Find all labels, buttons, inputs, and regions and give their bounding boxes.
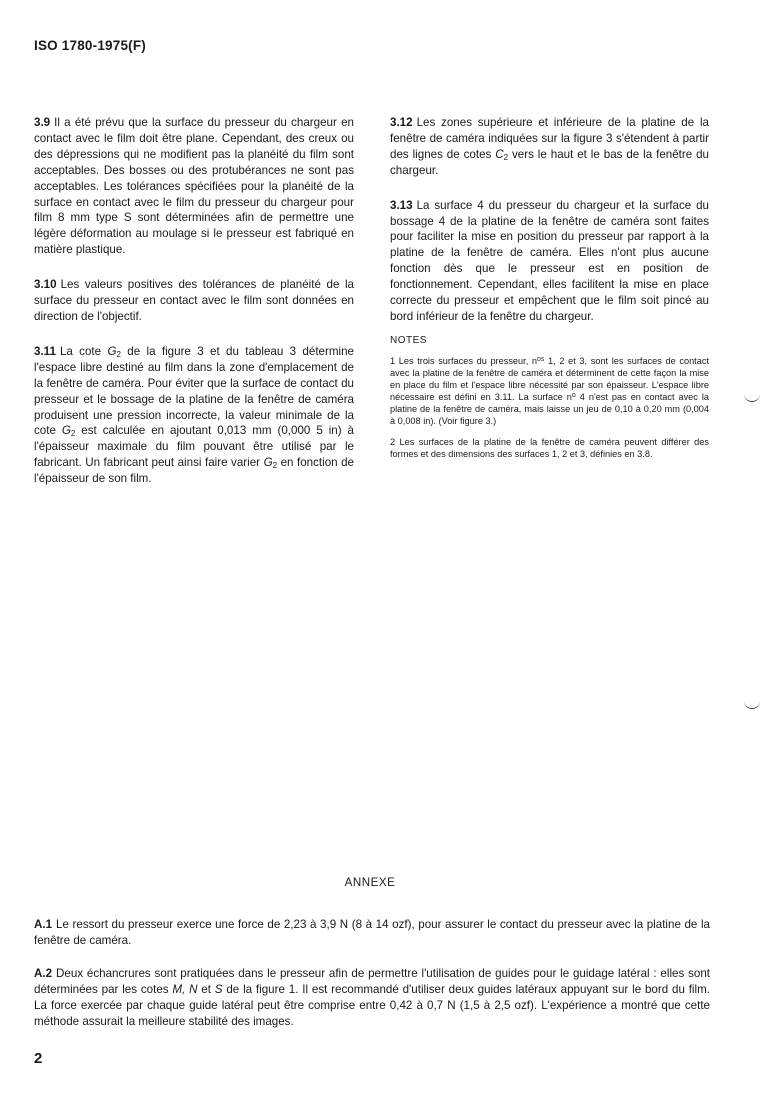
scan-edge-mark (744, 700, 760, 709)
note-text: 1 Les trois surfaces du presseur, n (390, 355, 537, 366)
dimension-symbol: M, N (172, 983, 198, 996)
symbol-subscript: 2 (272, 461, 278, 471)
annex-body (34, 917, 710, 1047)
document-header: ISO 1780-1975(F) (34, 38, 147, 53)
left-column (34, 115, 354, 506)
clause-text: Les zones supérieure et inférieure de la platine de la fenêtre de caméra indiquées sur la figure 3 s'étendent à partir des lignes de cotes (390, 116, 709, 161)
dimension-symbol: S (214, 983, 223, 996)
symbol-subscript: 2 (116, 349, 121, 359)
clause-3-9 (34, 115, 354, 258)
clause-text: Les valeurs positives des tolérances de planéité de la surface du presseur en contact avec le film sont données en direction de l'objectif. (34, 278, 354, 323)
notes-heading: NOTES (390, 334, 427, 346)
clause-number: A.2 (34, 967, 53, 980)
clause-number: 3.10 (34, 278, 57, 292)
clause-text: La surface 4 du presseur du chargeur et la surface du bossage 4 de la platine de la fenêtre de caméra sont faites pour faciliter la mise en position du presseur par rapport à la platine de la fenêtre de caméra. Elles n'ont plus aucune fonction dès que le presseur est en position de fonctionnement. Cependant, elles facilitent la mise en place correcte du presseur et empêchent que le film soit pincé au bord inférieur de la fenêtre du chargeur. (390, 198, 709, 323)
clause-3-11 (34, 344, 354, 487)
clause-text: de la figure 3 et du tableau 3 détermine l'espace libre destiné au film dans la zone d'emplacement de la fenêtre de caméra. Pour éviter que la surface de contact du presseur et le bossage de la platine de la fenêtre de caméra produisent une pression incorrecte, la valeur minimale de la cote (34, 344, 354, 438)
page-number: 2 (34, 1050, 43, 1067)
clause-number: A.1 (34, 918, 53, 931)
clause-number: 3.13 (390, 198, 413, 212)
clause-text: de la figure 1. Il est recommandé d'utiliser deux guides latéraux appuyant sur le bord du film. La force exercée par chaque guide latéral peut être comprise entre 0,42 à 0,7 N (1,5 à 2,5 ozf). L'expérience a montré que cette méthode assurait la meilleure stabilité des images. (34, 983, 710, 1028)
note-1 (390, 355, 709, 427)
clause-text: vers le haut et le bas de la fenêtre du chargeur. (390, 147, 709, 177)
scan-edge-mark (744, 393, 760, 402)
clause-text: en fonction de l'épaisseur de son film. (34, 456, 354, 486)
superscript: o (571, 391, 576, 399)
symbol-subscript: 2 (503, 152, 509, 162)
superscript: os (537, 355, 545, 363)
clause-3-13 (390, 198, 709, 325)
note-text: 1, 2 et 3, sont les surfaces de contact avec la platine de la fenêtre de caméra et déterminent de cette façon la mise en place du film et l'espace libre nécessité par son épaisseur. L'espace libre nécessaire est défini en 3.11. La surface n (390, 355, 709, 402)
right-column (390, 115, 709, 469)
clause-number: 3.9 (34, 116, 51, 129)
dimension-symbol: C (495, 147, 504, 161)
symbol-subscript: 2 (70, 429, 76, 439)
clause-text: Le ressort du presseur exerce une force de 2,23 à 3,9 N (8 à 14 ozf), pour assurer le contact du presseur avec la platine de la fenêtre de caméra. (34, 918, 710, 947)
clause-a-1 (34, 917, 710, 949)
note-2: 2 Les surfaces de la platine de la fenêtre de caméra peuvent différer des formes et des dimensions des surfaces 1, 2 et 3, définies en 3.8. (390, 436, 709, 459)
clause-text: La cote (59, 344, 108, 358)
dimension-symbol: G (61, 424, 71, 438)
clause-3-10 (34, 277, 354, 325)
note-text: 4 n'est pas en contact avec la platine de la fenêtre de caméra, mais laisse un jeu de 0,10 à 0,20 mm (0,004 à 0,008 in). (Voir figure 3.) (390, 391, 710, 426)
dimension-symbol: G (107, 344, 117, 358)
dimension-symbol: G (263, 456, 273, 470)
clause-text: et (197, 983, 215, 996)
clause-text: Il a été prévu que la surface du presseur du chargeur en contact avec le film doit être plane. Cependant, des creux ou des dépressions qui ne modifient pas la planéité du film sont acceptables. Des bosses ou des protubérances ne sont pas acceptables. Les tolérances spécifiées pour la planéité de la surface en contact avec le film du presseur du chargeur pour film 8 mm type S sont déterminées afin de permettre une légère déformation au moulage si le presseur est fabriqué en matière plastique. (34, 116, 354, 257)
annex-heading: ANNEXE (344, 876, 396, 889)
clause-text: Deux échancrures sont pratiquées dans le presseur afin de permettre l'utilisation de guides pour le guidage latéral : elles sont déterminées par les cotes (34, 967, 710, 996)
clause-number: 3.11 (34, 344, 56, 358)
clause-number: 3.12 (390, 116, 413, 129)
clause-3-12 (390, 115, 709, 179)
clause-text: est calculée en ajoutant 0,013 mm (0,000 5 in) à l'épaisseur maximale du film pouvant être utilisé par le fabricant. Un fabricant peut ainsi faire varier (34, 424, 354, 470)
clause-a-2 (34, 966, 710, 1030)
